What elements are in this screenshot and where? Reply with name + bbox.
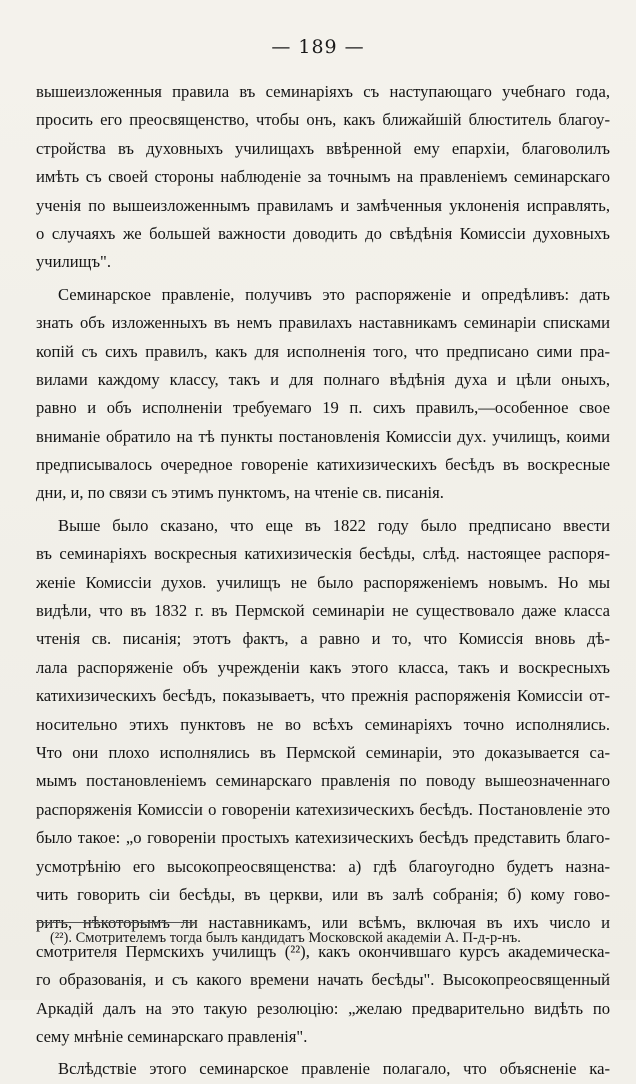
text-line: копій съ сихъ правилъ, какъ для исполненія того, что предписано сими пра- xyxy=(36,341,610,361)
text-line: рить, нѣкоторымъ ли наставникамъ, или всѣмъ, включая въ ихъ число и xyxy=(36,913,610,933)
text-line: Вслѣдствіе этого семинарское правленіе полагало, что объясненіе ка- xyxy=(58,1059,610,1079)
text-line: имѣть съ своей стороны наблюденіе за точнымъ на правленіемъ семинарскаго xyxy=(36,167,610,187)
text-line: училищъ". xyxy=(36,252,111,272)
text-line: Семинарское правленіе, получивъ это распоряженіе и опредѣливъ: дать xyxy=(58,284,610,304)
text-line: вниманіе обратило на тѣ пункты постановленія Комиссіи дух. училищъ, коими xyxy=(36,426,610,446)
footnote: (²²). Смотрителемъ тогда былъ кандидатъ Московской академіи А. П-д-р-нъ. xyxy=(50,930,521,946)
text-line: лала распоряженіе объ учрежденіи какъ этого класса, такъ и воскресныхъ xyxy=(36,657,610,677)
text-line: сему мнѣніе семинарскаго правленія". xyxy=(36,1026,308,1046)
text-line: женіе Комиссіи духов. училищъ не было распоряженіемъ новымъ. Но мы xyxy=(36,572,610,592)
text-line: катихизическихъ бесѣдъ, показываетъ, что прежнія распоряженія Комиссіи от- xyxy=(36,686,610,706)
text-line: знать объ изложенныхъ въ немъ правилахъ наставникамъ семинаріи списками xyxy=(36,313,610,333)
page-number: — 189 — xyxy=(271,36,365,58)
text-line: предписывалось очередное говореніе катихизическихъ бесѣдъ въ воскресные xyxy=(36,455,610,475)
text-line: распоряженія Комиссіи о говореніи катехизическихъ бесѣдъ. Постановленіе это xyxy=(36,799,610,819)
text-line: вилами каждому классу, такъ и для полнаго вѣдѣнія духа и цѣли оныхъ, xyxy=(36,369,610,389)
text-line: чить говорить сіи бесѣды, въ церкви, или въ залѣ собранія; б) кому гово- xyxy=(36,884,610,904)
text-line: стройства въ духовныхъ училищахъ ввѣренной ему епархіи, благоволилъ xyxy=(36,138,610,158)
text-line: ученія по вышеизложеннымъ правиламъ и замѣченныя уклоненія исправлять, xyxy=(36,195,610,215)
text-line: смотрителя Пермскихъ училищъ (²²), какъ окончившаго курсъ академическа- xyxy=(36,941,610,961)
text-line: о случаяхъ же большей важности доводить до свѣдѣнія Комиссіи духовныхъ xyxy=(36,223,610,243)
text-line: Что они плохо исполнялись въ Пермской семинаріи, это доказывается са- xyxy=(36,742,610,762)
text-line: равно и объ исполненіи требуемаго 19 п. сихъ правилъ,—особенное свое xyxy=(36,398,610,418)
text-line: Выше было сказано, что еще въ 1822 году было предписано ввести xyxy=(58,515,610,535)
text-line: было такое: „о говореніи простыхъ катехизическихъ бесѣдъ представить благо- xyxy=(36,828,610,848)
footnote-divider xyxy=(36,922,196,923)
text-line: го образованія, и съ какого времени начать бесѣды". Высокопреосвященный xyxy=(36,970,610,990)
text-line: чтенія св. писанія; этотъ фактъ, а равно и то, что Комиссія вновь дѣ- xyxy=(36,629,610,649)
text-line: носительно этихъ пунктовъ не во всѣхъ семинаріяхъ точно исполнялись. xyxy=(36,714,610,734)
text-line: просить его преосвященство, чтобы онъ, какъ ближайшій блюститель благоу- xyxy=(36,110,610,130)
text-line: вышеизложенныя правила въ семинаріяхъ съ наступающаго учебнаго года, xyxy=(36,82,610,101)
text-line: въ семинаріяхъ воскресныя катихизическія бесѣды, слѣд. настоящее распоря- xyxy=(36,544,610,564)
text-line: мымъ постановленіемъ семинарскаго правленія по поводу вышеозначеннаго xyxy=(36,771,610,791)
text-line: дни, и, по связи съ этимъ пунктомъ, на чтеніе св. писанія. xyxy=(36,483,444,503)
text-line: видѣли, что въ 1832 г. въ Пермской семинаріи не существовало даже класса xyxy=(36,601,610,621)
text-line: усмотрѣнію его высокопреосвященства: а) гдѣ благоугодно будетъ назна- xyxy=(36,856,610,876)
text-line: Аркадій далъ на это такую резолюцію: „желаю предварительно видѣть по xyxy=(36,998,610,1018)
